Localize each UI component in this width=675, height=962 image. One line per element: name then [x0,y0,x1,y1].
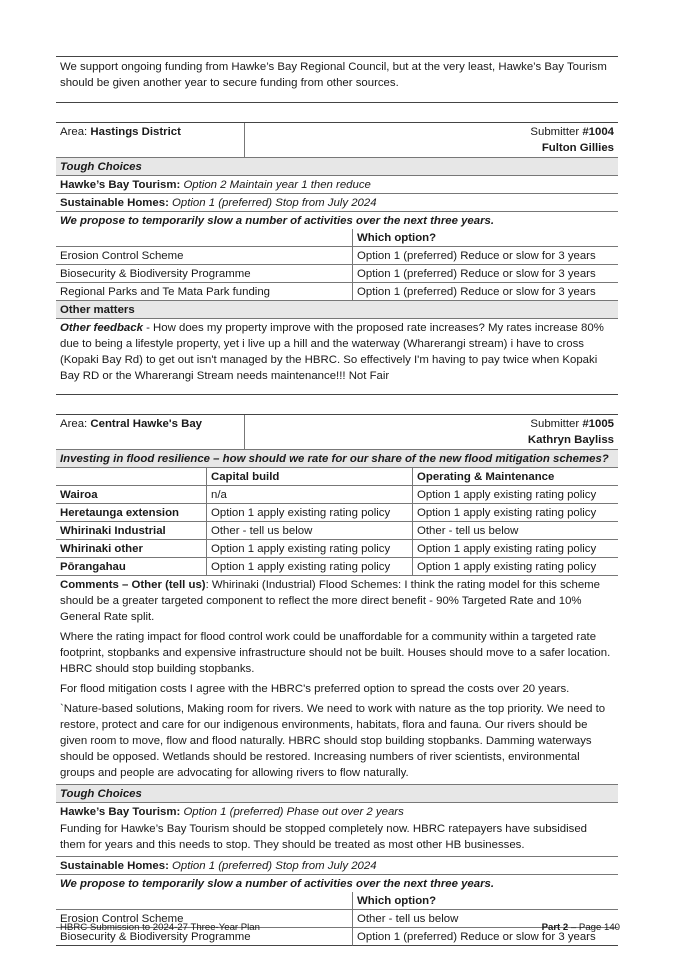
footer-page: Part 2 – Page 140 [541,922,620,933]
submission-header [56,123,618,158]
other-matters-heading: Other matters [56,301,618,319]
tourism-comment: Funding for Hawke’s Bay Tourism should be stopped completely now. HBRC ratepayers have subsidised them for years and this needs to stop. They should be treated as most other HB businesses. [56,820,618,857]
scheme-capital: Option 1 apply existing rating policy [206,504,412,522]
tourism-row: Hawke’s Bay Tourism: Option 2 Maintain year 1 then reduce [56,176,618,194]
submitter-cell: Submitter #1005 Kathryn Bayliss [244,415,618,449]
activity-option: Other - tell us below [352,910,618,928]
area-cell: Area: Hastings District [60,126,181,138]
activity-option: Option 1 (preferred) Reduce or slow for 3 years [352,928,618,946]
activity-name: Biosecurity & Biodiversity Programme [56,928,352,946]
comments-paragraph-4: `Nature-based solutions, Making room for rivers. We need to work with nature as the top priority. We need to restore, protect and care for our indigenous environments, habitats, flora and fauna. Our rivers should be given room to move, flow and flood naturally. HBRC should stop building stopbanks. Damming waterways should be opposed. Wetlands should be restored. Increasing numbers of river scientists, environmental groups and people are advocating for allowing rivers to flow naturally. [60,703,606,779]
divider [56,394,618,395]
activity-option: Option 1 (preferred) Reduce or slow for 3 years [352,283,618,301]
footer-title: HBRC Submission to 2024-27 Three-Year Plan [60,922,260,933]
which-option-header: Which option? [352,229,618,247]
scheme-name: Pōrangahau [56,558,206,576]
submitter-number: #1004 [582,126,614,138]
submission-1005 [56,415,618,946]
activity-option: Option 1 (preferred) Reduce or slow for 3 years [352,247,618,265]
comments-paragraph: Comments – Other (tell us): Whirinaki (Industrial) Flood Schemes: I think the rating model for this scheme should be a greater targeted component to reflect the more direct benefit - 90% Targeted Rate and 10% General Rate split. [60,579,600,623]
blank-cell [56,229,352,247]
scheme-name: Heretaunga extension [56,504,206,522]
homes-row: Sustainable Homes: Option 1 (preferred) Stop from July 2024 [56,857,618,875]
activity-name: Erosion Control Scheme [56,247,352,265]
comments-paragraph-3: For flood mitigation costs I agree with the HBRC's preferred option to spread the costs over 20 years. [60,683,570,695]
scheme-capital: Other - tell us below [206,522,412,540]
flood-schemes-table [56,468,618,576]
blank-cell [56,892,352,910]
tourism-row: Hawke’s Bay Tourism: Option 1 (preferred) Phase out over 2 years [60,806,404,818]
submitter-name: Fulton Gillies [541,142,614,154]
opmaint-header: Operating & Maintenance [412,468,618,486]
submitter-number: #1005 [582,418,614,430]
scheme-opmaint: Option 1 apply existing rating policy [412,504,618,522]
submission-header [56,415,618,450]
divider [56,102,618,103]
scheme-name: Whirinaki other [56,540,206,558]
submitter-cell: Submitter #1004 Fulton Gillies [244,123,618,157]
scheme-opmaint: Option 1 apply existing rating policy [412,540,618,558]
scheme-opmaint: Other - tell us below [412,522,618,540]
submission-1004 [56,123,618,387]
scheme-capital: n/a [206,486,412,504]
slow-heading: We propose to temporarily slow a number of activities over the next three years. [60,215,495,227]
tough-choices-heading: Tough Choices [56,784,618,803]
activity-name: Erosion Control Scheme [56,910,352,928]
area-cell: Area: Central Hawke's Bay [60,418,202,430]
scheme-name: Whirinaki Industrial [56,522,206,540]
activities-table [56,212,618,301]
scheme-name: Wairoa [56,486,206,504]
scheme-capital: Option 1 apply existing rating policy [206,540,412,558]
slow-heading: We propose to temporarily slow a number of activities over the next three years. [60,878,495,890]
area-value: Central Hawke's Bay [90,418,202,430]
tough-choices-heading: Tough Choices [56,158,618,176]
page-footer [60,920,620,936]
activity-option: Option 1 (preferred) Reduce or slow for 3 years [352,265,618,283]
other-feedback: Other feedback - How does my property improve with the proposed rate increases? My rates increase 80% due to being a lifestyle property, yet i live up a hill and the waterway (Wharerangi stream) i have to cross (Kopaki Bay Rd) to get out isn't managed by the HBRC. So effectively I'm having to pay twice when Kopaki Bay RD or the Wharerangi Stream needs maintenance!!! Not Fair [60,322,604,382]
capital-header: Capital build [206,468,412,486]
submitter-name: Kathryn Bayliss [527,434,614,446]
homes-row: Sustainable Homes: Option 1 (preferred) Stop from July 2024 [56,194,618,212]
activity-name: Regional Parks and Te Mata Park funding [56,283,352,301]
area-value: Hastings District [90,126,181,138]
blank-cell [56,468,206,486]
scheme-opmaint: Option 1 apply existing rating policy [412,486,618,504]
scheme-opmaint: Option 1 apply existing rating policy [412,558,618,576]
activity-name: Biosecurity & Biodiversity Programme [56,265,352,283]
document-page [56,0,618,946]
intro-paragraph: We support ongoing funding from Hawke’s Bay Regional Council, but at the very least, Hawke’s Bay Tourism should be given another year to secure funding from other sources. [60,61,607,89]
scheme-capital: Option 1 apply existing rating policy [206,558,412,576]
flood-heading: Investing in flood resilience – how should we rate for our share of the new flood mitigation schemes? [56,450,618,468]
comments-paragraph-2: Where the rating impact for flood control work could be unaffordable for a community within a targeted rate footprint, stopbanks and expensive infrastructure should not be built. Houses should move to a safer location. HBRC should stop building stopbanks. [60,631,611,675]
which-option-header: Which option? [352,892,618,910]
